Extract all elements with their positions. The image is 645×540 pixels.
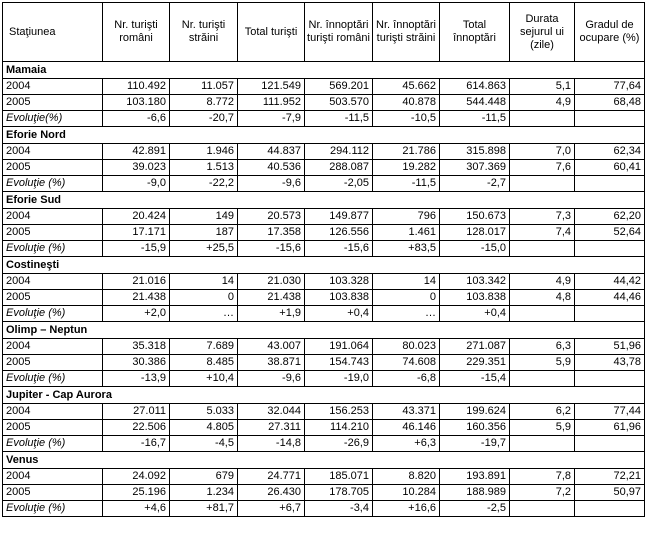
table-cell: -15,6 xyxy=(238,241,305,257)
table-cell: -10,5 xyxy=(373,111,440,127)
table-cell: 74.608 xyxy=(373,355,440,371)
row-label: Evoluţie (%) xyxy=(3,436,103,452)
table-cell: -11,5 xyxy=(373,176,440,192)
table-cell: … xyxy=(373,306,440,322)
table-cell: 154.743 xyxy=(305,355,373,371)
table-cell: -19,0 xyxy=(305,371,373,387)
table-cell: 5,9 xyxy=(510,355,575,371)
table-cell: 10.284 xyxy=(373,485,440,501)
evolution-row xyxy=(3,371,645,387)
table-cell: 17.358 xyxy=(238,225,305,241)
table-cell: -6,6 xyxy=(103,111,170,127)
table-cell: 40.536 xyxy=(238,160,305,176)
table-cell: 52,64 xyxy=(575,225,645,241)
table-cell: -9,0 xyxy=(103,176,170,192)
table-body xyxy=(3,62,645,517)
table-cell: 32.044 xyxy=(238,404,305,420)
table-cell: 40.878 xyxy=(373,95,440,111)
row-label: 2005 xyxy=(3,95,103,111)
table-cell: 307.369 xyxy=(440,160,510,176)
table-cell: -14,8 xyxy=(238,436,305,452)
row-label: Evoluţie(%) xyxy=(3,111,103,127)
table-cell xyxy=(510,111,575,127)
table-cell: 614.863 xyxy=(440,79,510,95)
table-cell: 4,9 xyxy=(510,95,575,111)
table-cell: 44,46 xyxy=(575,290,645,306)
table-cell: 46.146 xyxy=(373,420,440,436)
year-row xyxy=(3,95,645,111)
table-cell: 1.234 xyxy=(170,485,238,501)
table-cell: -6,8 xyxy=(373,371,440,387)
table-cell: 229.351 xyxy=(440,355,510,371)
table-cell: 103.328 xyxy=(305,274,373,290)
table-cell xyxy=(575,306,645,322)
header-row xyxy=(3,3,645,62)
station-name: Mamaia xyxy=(3,62,645,79)
table-cell xyxy=(575,111,645,127)
table-cell: 44,42 xyxy=(575,274,645,290)
table-cell: 8.820 xyxy=(373,469,440,485)
row-label: 2004 xyxy=(3,469,103,485)
row-label: 2005 xyxy=(3,485,103,501)
table-cell: -16,7 xyxy=(103,436,170,452)
table-cell: 103.838 xyxy=(440,290,510,306)
table-cell xyxy=(510,501,575,517)
row-label: 2004 xyxy=(3,209,103,225)
table-cell: 43.371 xyxy=(373,404,440,420)
table-cell: 315.898 xyxy=(440,144,510,160)
table-cell: 7,0 xyxy=(510,144,575,160)
station-header-row xyxy=(3,192,645,209)
table-cell: 72,21 xyxy=(575,469,645,485)
header-statiunea: Staţiunea xyxy=(3,3,103,62)
table-cell: -20,7 xyxy=(170,111,238,127)
header-stay-duration: Durata sejurul ui (zile) xyxy=(510,3,575,62)
station-name: Costineşti xyxy=(3,257,645,274)
table-cell xyxy=(575,241,645,257)
table-cell: -2,5 xyxy=(440,501,510,517)
table-cell xyxy=(575,501,645,517)
table-cell: 4,8 xyxy=(510,290,575,306)
table-cell: 68,48 xyxy=(575,95,645,111)
table-cell: -15,6 xyxy=(305,241,373,257)
table-cell: 103.180 xyxy=(103,95,170,111)
table-cell: 24.771 xyxy=(238,469,305,485)
header-foreign-nights: Nr. înnoptări turişti străini xyxy=(373,3,440,62)
table-cell: 178.705 xyxy=(305,485,373,501)
table-cell: 1.513 xyxy=(170,160,238,176)
row-label: Evoluţie (%) xyxy=(3,306,103,322)
table-cell: +6,3 xyxy=(373,436,440,452)
table-cell: -9,6 xyxy=(238,176,305,192)
year-row xyxy=(3,225,645,241)
year-row xyxy=(3,290,645,306)
table-cell: 21.438 xyxy=(238,290,305,306)
station-header-row xyxy=(3,257,645,274)
row-label: Evoluţie (%) xyxy=(3,371,103,387)
table-cell: 199.624 xyxy=(440,404,510,420)
row-label: Evoluţie (%) xyxy=(3,176,103,192)
table-cell: 21.016 xyxy=(103,274,170,290)
table-cell: 187 xyxy=(170,225,238,241)
table-cell: 503.570 xyxy=(305,95,373,111)
table-cell: 38.871 xyxy=(238,355,305,371)
table-cell: 149.877 xyxy=(305,209,373,225)
station-header-row xyxy=(3,62,645,79)
table-cell: 50,97 xyxy=(575,485,645,501)
row-label: 2005 xyxy=(3,355,103,371)
row-label: 2005 xyxy=(3,160,103,176)
table-cell: 544.448 xyxy=(440,95,510,111)
header-total-nights: Total înnoptări xyxy=(440,3,510,62)
header-romanian-nights: Nr. înnoptări turişti români xyxy=(305,3,373,62)
evolution-row xyxy=(3,501,645,517)
table-cell: 14 xyxy=(373,274,440,290)
table-cell: 7,4 xyxy=(510,225,575,241)
table-cell: 62,20 xyxy=(575,209,645,225)
table-cell: 103.342 xyxy=(440,274,510,290)
station-header-row xyxy=(3,387,645,404)
table-cell: 22.506 xyxy=(103,420,170,436)
station-name: Eforie Nord xyxy=(3,127,645,144)
header-total-tourists: Total turişti xyxy=(238,3,305,62)
table-cell: 128.017 xyxy=(440,225,510,241)
station-name: Jupiter - Cap Aurora xyxy=(3,387,645,404)
table-cell: 5.033 xyxy=(170,404,238,420)
table-cell: 17.171 xyxy=(103,225,170,241)
table-cell: 77,44 xyxy=(575,404,645,420)
table-cell: -2,05 xyxy=(305,176,373,192)
table-cell: 61,96 xyxy=(575,420,645,436)
table-cell xyxy=(510,436,575,452)
table-cell: 111.952 xyxy=(238,95,305,111)
table-cell: +25,5 xyxy=(170,241,238,257)
header-romanian-tourists: Nr. turişti români xyxy=(103,3,170,62)
table-cell: 294.112 xyxy=(305,144,373,160)
table-cell xyxy=(510,371,575,387)
year-row xyxy=(3,160,645,176)
table-cell: -15,4 xyxy=(440,371,510,387)
table-cell: 39.023 xyxy=(103,160,170,176)
station-name: Olimp – Neptun xyxy=(3,322,645,339)
table-cell: +83,5 xyxy=(373,241,440,257)
table-cell: 21.030 xyxy=(238,274,305,290)
year-row xyxy=(3,404,645,420)
tourism-statistics-table xyxy=(2,2,645,517)
table-cell: +10,4 xyxy=(170,371,238,387)
row-label: Evoluţie (%) xyxy=(3,241,103,257)
row-label: 2005 xyxy=(3,290,103,306)
table-cell: 43,78 xyxy=(575,355,645,371)
station-name: Venus xyxy=(3,452,645,469)
table-cell: -4,5 xyxy=(170,436,238,452)
table-cell: -13,9 xyxy=(103,371,170,387)
table-cell: 62,34 xyxy=(575,144,645,160)
table-cell: -7,9 xyxy=(238,111,305,127)
table-cell: 77,64 xyxy=(575,79,645,95)
table-cell: +6,7 xyxy=(238,501,305,517)
year-row xyxy=(3,420,645,436)
row-label: 2004 xyxy=(3,274,103,290)
table-cell: 19.282 xyxy=(373,160,440,176)
table-cell: 26.430 xyxy=(238,485,305,501)
table-cell: 27.011 xyxy=(103,404,170,420)
table-cell: 80.023 xyxy=(373,339,440,355)
table-cell: 114.210 xyxy=(305,420,373,436)
table-cell: 185.071 xyxy=(305,469,373,485)
table-cell xyxy=(510,306,575,322)
table-cell: -9,6 xyxy=(238,371,305,387)
table-cell: 30.386 xyxy=(103,355,170,371)
table-cell: 8.485 xyxy=(170,355,238,371)
table-cell: 21.438 xyxy=(103,290,170,306)
table-cell: +0,4 xyxy=(440,306,510,322)
table-cell: 193.891 xyxy=(440,469,510,485)
table-cell: 4.805 xyxy=(170,420,238,436)
table-cell: 7,8 xyxy=(510,469,575,485)
table-cell: 8.772 xyxy=(170,95,238,111)
year-row xyxy=(3,469,645,485)
table-cell xyxy=(575,436,645,452)
table-cell: 110.492 xyxy=(103,79,170,95)
table-cell: +0,4 xyxy=(305,306,373,322)
table-cell: 103.838 xyxy=(305,290,373,306)
table-cell: 21.786 xyxy=(373,144,440,160)
table-cell: 149 xyxy=(170,209,238,225)
table-cell: 60,41 xyxy=(575,160,645,176)
table-cell: 35.318 xyxy=(103,339,170,355)
table-cell: -11,5 xyxy=(440,111,510,127)
evolution-row xyxy=(3,436,645,452)
table-cell: 4,9 xyxy=(510,274,575,290)
table-cell: 6,3 xyxy=(510,339,575,355)
table-cell: -3,4 xyxy=(305,501,373,517)
table-cell: 7,6 xyxy=(510,160,575,176)
year-row xyxy=(3,274,645,290)
year-row xyxy=(3,485,645,501)
table-cell: 45.662 xyxy=(373,79,440,95)
evolution-row xyxy=(3,241,645,257)
table-cell: 188.989 xyxy=(440,485,510,501)
row-label: 2004 xyxy=(3,339,103,355)
table-cell: 126.556 xyxy=(305,225,373,241)
table-cell xyxy=(575,371,645,387)
table-cell: 160.356 xyxy=(440,420,510,436)
table-cell: 42.891 xyxy=(103,144,170,160)
table-cell: +2,0 xyxy=(103,306,170,322)
table-cell xyxy=(575,176,645,192)
row-label: Evoluţie (%) xyxy=(3,501,103,517)
table-cell: 0 xyxy=(373,290,440,306)
row-label: 2004 xyxy=(3,79,103,95)
year-row xyxy=(3,355,645,371)
evolution-row xyxy=(3,306,645,322)
table-cell: 5,1 xyxy=(510,79,575,95)
station-name: Eforie Sud xyxy=(3,192,645,209)
table-cell: -26,9 xyxy=(305,436,373,452)
table-cell: -22,2 xyxy=(170,176,238,192)
table-cell: 288.087 xyxy=(305,160,373,176)
table-cell: +16,6 xyxy=(373,501,440,517)
station-header-row xyxy=(3,452,645,469)
table-cell: 51,96 xyxy=(575,339,645,355)
evolution-row xyxy=(3,111,645,127)
year-row xyxy=(3,339,645,355)
table-cell: 569.201 xyxy=(305,79,373,95)
row-label: 2004 xyxy=(3,144,103,160)
table-cell: +1,9 xyxy=(238,306,305,322)
table-cell: 5,9 xyxy=(510,420,575,436)
table-cell: … xyxy=(170,306,238,322)
table-cell: 24.092 xyxy=(103,469,170,485)
row-label: 2005 xyxy=(3,420,103,436)
table-cell: 11.057 xyxy=(170,79,238,95)
table-cell: 20.424 xyxy=(103,209,170,225)
table-cell: 7,3 xyxy=(510,209,575,225)
header-foreign-tourists: Nr. turişti străini xyxy=(170,3,238,62)
table-cell xyxy=(510,241,575,257)
station-header-row xyxy=(3,322,645,339)
year-row xyxy=(3,79,645,95)
table-cell: 43.007 xyxy=(238,339,305,355)
table-cell: -15,0 xyxy=(440,241,510,257)
table-cell: 44.837 xyxy=(238,144,305,160)
table-cell: +4,6 xyxy=(103,501,170,517)
table-cell: 679 xyxy=(170,469,238,485)
table-cell: 796 xyxy=(373,209,440,225)
table-cell: 0 xyxy=(170,290,238,306)
table-cell: 150.673 xyxy=(440,209,510,225)
table-cell: 271.087 xyxy=(440,339,510,355)
station-header-row xyxy=(3,127,645,144)
table-cell: 1.946 xyxy=(170,144,238,160)
table-cell: 1.461 xyxy=(373,225,440,241)
table-cell: 156.253 xyxy=(305,404,373,420)
table-cell: -15,9 xyxy=(103,241,170,257)
year-row xyxy=(3,144,645,160)
evolution-row xyxy=(3,176,645,192)
table-cell: 6,2 xyxy=(510,404,575,420)
table-cell: +81,7 xyxy=(170,501,238,517)
table-cell: 27.311 xyxy=(238,420,305,436)
table-cell: 7.689 xyxy=(170,339,238,355)
table-cell: -11,5 xyxy=(305,111,373,127)
table-cell: -19,7 xyxy=(440,436,510,452)
table-cell: 191.064 xyxy=(305,339,373,355)
row-label: 2004 xyxy=(3,404,103,420)
table-cell: 14 xyxy=(170,274,238,290)
year-row xyxy=(3,209,645,225)
table-cell: 121.549 xyxy=(238,79,305,95)
table-cell: 25.196 xyxy=(103,485,170,501)
header-occupancy: Gradul de ocupare (%) xyxy=(575,3,645,62)
row-label: 2005 xyxy=(3,225,103,241)
table-cell: 20.573 xyxy=(238,209,305,225)
table-cell xyxy=(510,176,575,192)
table-cell: -2,7 xyxy=(440,176,510,192)
table-cell: 7,2 xyxy=(510,485,575,501)
